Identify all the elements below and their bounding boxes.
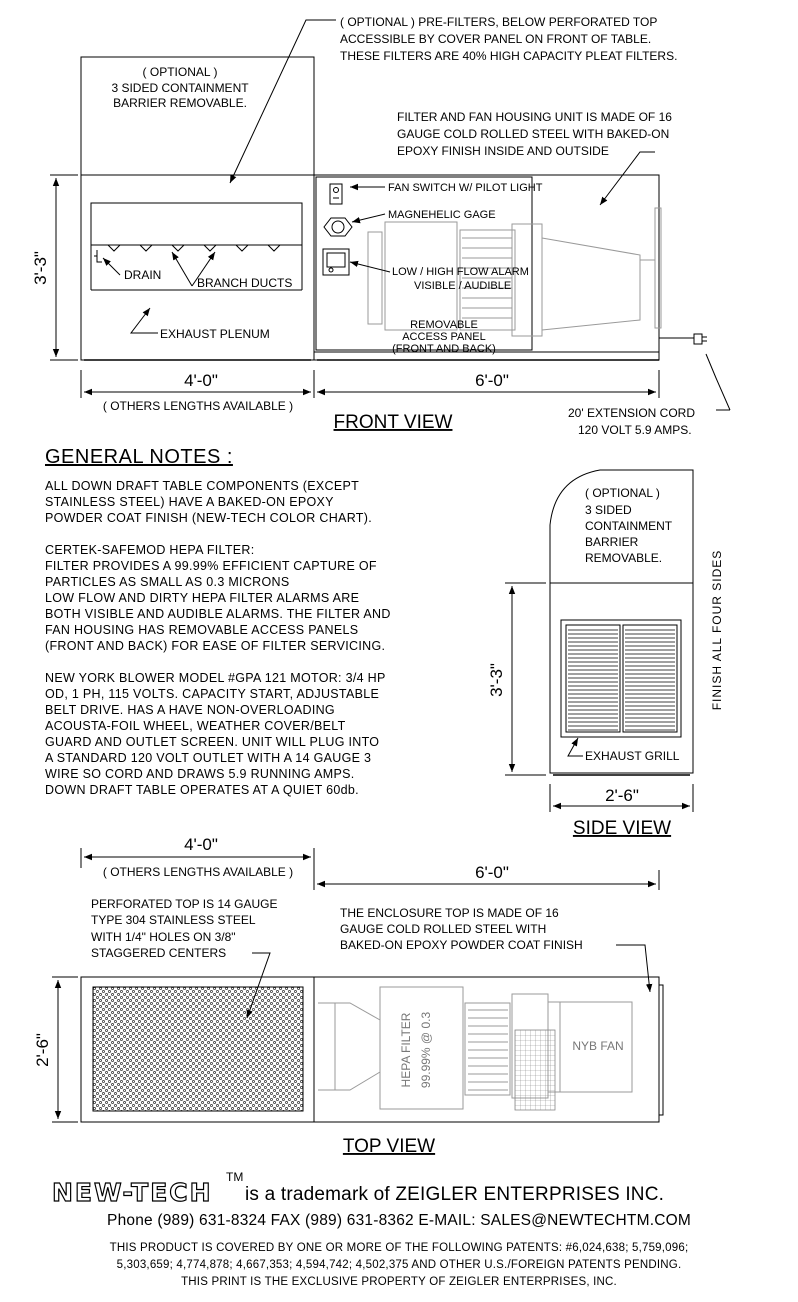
perforated-note-line-1: PERFORATED TOP IS 14 GAUGE	[91, 897, 278, 911]
perforated-hole-pattern	[93, 987, 303, 1111]
prefilter-area	[91, 203, 302, 245]
branch-ducts-label: BRANCH DUCTS	[197, 276, 293, 290]
exhaust-plenum-label: EXHAUST PLENUM	[160, 327, 270, 341]
prefilter-note-line-1: ( OPTIONAL ) PRE-FILTERS, BELOW PERFORATED TOP	[340, 15, 658, 29]
exhaust-grill	[561, 620, 681, 737]
patent-line-3: THIS PRINT IS THE EXCLUSIVE PROPERTY OF ZEIGLER ENTERPRISES, INC.	[181, 1276, 617, 1288]
perforated-note-line-4: STAGGERED CENTERS	[91, 946, 227, 960]
top-others-lengths: ( OTHERS LENGTHS AVAILABLE )	[102, 865, 294, 879]
exhaust-grill-label: EXHAUST GRILL	[585, 749, 680, 763]
enclosure-note-line-2: GAUGE COLD ROLLED STEEL WITH	[340, 922, 547, 936]
barrier-note-line-1: ( OPTIONAL )	[142, 65, 218, 79]
drain-fitting	[94, 250, 102, 262]
general-note-paragraph-1: ALL DOWN DRAFT TABLE COMPONENTS (EXCEPT STAINLESS STEEL) HAVE A BAKED-ON EPOXY POWDER COAT FINISH (NEW-TECH COLOR CHART).	[45, 479, 372, 525]
branch-ducts	[108, 245, 280, 251]
trademark-line: is a trademark of ZEIGLER ENTERPRISES INC.	[245, 1184, 665, 1205]
enclosure-note-line-1: THE ENCLOSURE TOP IS MADE OF 16	[340, 906, 559, 920]
barrier-note-line-3: BARRIER REMOVABLE.	[113, 96, 247, 110]
barrier-note-line-2: 3 SIDED CONTAINMENT	[111, 81, 249, 95]
enclosure-note-line-3: BAKED-ON EPOXY POWDER COAT FINISH	[340, 938, 583, 952]
side-barrier-line-4: BARRIER	[585, 535, 639, 549]
side-width-dim: 2'-6"	[605, 786, 639, 805]
new-tech-logo: NEW-TECH	[52, 1178, 213, 1207]
general-note-paragraph-2: CERTEK-SAFEMOD HEPA FILTER: FILTER PROVIDES A 99.99% EFFICIENT CAPTURE OF PARTICLES AS SMALL AS 0.3 MICRONS LOW FLOW AND DIRTY HEPA FILTER ALARMS ARE BOTH VISIBLE AND AUDIBLE ALARMS. THE FILTER AND FAN HOUSING HAS REMOVABLE ACCESS PANELS (FRONT AND BACK) FOR EASE OF FILTER SERVICING.	[45, 543, 391, 653]
perforated-note-line-3: WITH 1/4" HOLES ON 3/8"	[91, 930, 236, 944]
general-note-paragraph-3: NEW YORK BLOWER MODEL #GPA 121 MOTOR: 3/4 HP OD, 1 PH, 115 VOLTS. CAPACITY START, ADJUSTABLE BELT DRIVE. HAS A HAVE NON-OVERLOADING ACOUSTA-FOIL WHEEL, WEATHER COVER/BELT GUARD AND OUTLET SCREEN. UNIT WILL PLUG INTO A STANDARD 120 VOLT OUTLET WITH A 14 GAUGE 3 WIRE SO CORD AND DRAWS 5.9 RUNNING AMPS. DOWN DRAFT TABLE OPERATES AT A QUIET 60db.	[45, 671, 386, 797]
cord-note-line-2: 120 VOLT 5.9 AMPS.	[578, 423, 692, 437]
front-height-dim: 3'-3"	[31, 251, 50, 285]
prefilter-note-line-3: THESE FILTERS ARE 40% HIGH CAPACITY PLEAT FILTERS.	[340, 49, 678, 63]
side-view-title: SIDE VIEW	[572, 818, 672, 839]
cord-note-line-1: 20' EXTENSION CORD	[568, 406, 695, 420]
top-width-dim: 2'-6"	[33, 1033, 52, 1067]
front-table-length-dim: 4'-0"	[184, 371, 218, 390]
hepa-label-line-1: HEPA FILTER	[399, 1012, 413, 1088]
patent-line-1: THIS PRODUCT IS COVERED BY ONE OR MORE OF THE FOLLOWING PATENTS: #6,024,638; 5,759,096;	[109, 1242, 689, 1254]
fan-wheel	[515, 1030, 555, 1110]
top-view-title: TOP VIEW	[342, 1136, 436, 1157]
patent-notice	[0, 1240, 798, 1291]
general-notes-title: GENERAL NOTES :	[45, 446, 233, 468]
top-unit-length-dim: 6'-0"	[475, 863, 509, 882]
patent-line-2: 5,303,659; 4,774,878; 4,667,353; 4,594,742; 4,502,375 AND OTHER U.S./FOREIGN PATENTS PENDING.	[116, 1259, 682, 1271]
perforated-note-line-2: TYPE 304 STAINLESS STEEL	[91, 913, 256, 927]
front-unit-length-dim: 6'-0"	[475, 371, 509, 390]
fan-switch-label: FAN SWITCH W/ PILOT LIGHT	[388, 182, 543, 194]
housing-note-line-3: EPOXY FINISH INSIDE AND OUTSIDE	[397, 144, 609, 158]
side-height-dim: 3'-3"	[487, 663, 506, 697]
alarm-label-line-1: LOW / HIGH FLOW ALARM	[392, 266, 529, 278]
side-view	[487, 470, 724, 839]
general-notes	[45, 478, 425, 814]
top-view	[33, 835, 663, 1157]
side-barrier-line-5: REMOVABLE.	[585, 551, 663, 565]
fan-label: NYB FAN	[572, 1039, 624, 1053]
panel-label-line-1: REMOVABLE	[410, 319, 478, 331]
prefilter-note-line-2: ACCESSIBLE BY COVER PANEL ON FRONT OF TABLE.	[340, 32, 652, 46]
drain-label: DRAIN	[124, 268, 162, 282]
gage-label: MAGNEHELIC GAGE	[388, 209, 496, 221]
alarm-label-line-2: VISIBLE / AUDIBLE	[414, 280, 512, 292]
panel-label-line-3: (FRONT AND BACK)	[392, 343, 496, 355]
side-barrier-line-1: ( OPTIONAL )	[585, 486, 660, 500]
finish-all-sides-note: FINISH ALL FOUR SIDES	[710, 549, 724, 711]
top-table-length-dim: 4'-0"	[184, 835, 218, 854]
contact-line: Phone (989) 631-8324 FAX (989) 631-8362 E-MAIL: SALES@NEWTECHTM.COM	[107, 1212, 691, 1229]
front-view-title: FRONT VIEW	[333, 412, 453, 433]
housing-note-line-1: FILTER AND FAN HOUSING UNIT IS MADE OF 16	[397, 110, 672, 124]
front-others-lengths: ( OTHERS LENGTHS AVAILABLE )	[102, 399, 294, 413]
side-barrier-line-3: CONTAINMENT	[585, 519, 673, 533]
front-view	[31, 15, 730, 437]
housing-note-line-2: GAUGE COLD ROLLED STEEL WITH BAKED-ON	[397, 127, 670, 141]
side-barrier-line-2: 3 SIDED	[585, 503, 632, 517]
panel-label-line-2: ACCESS PANEL	[402, 331, 486, 343]
trademark-symbol: TM	[226, 1170, 244, 1184]
hepa-label-line-2: 99.99% @ 0.3	[419, 1011, 433, 1089]
